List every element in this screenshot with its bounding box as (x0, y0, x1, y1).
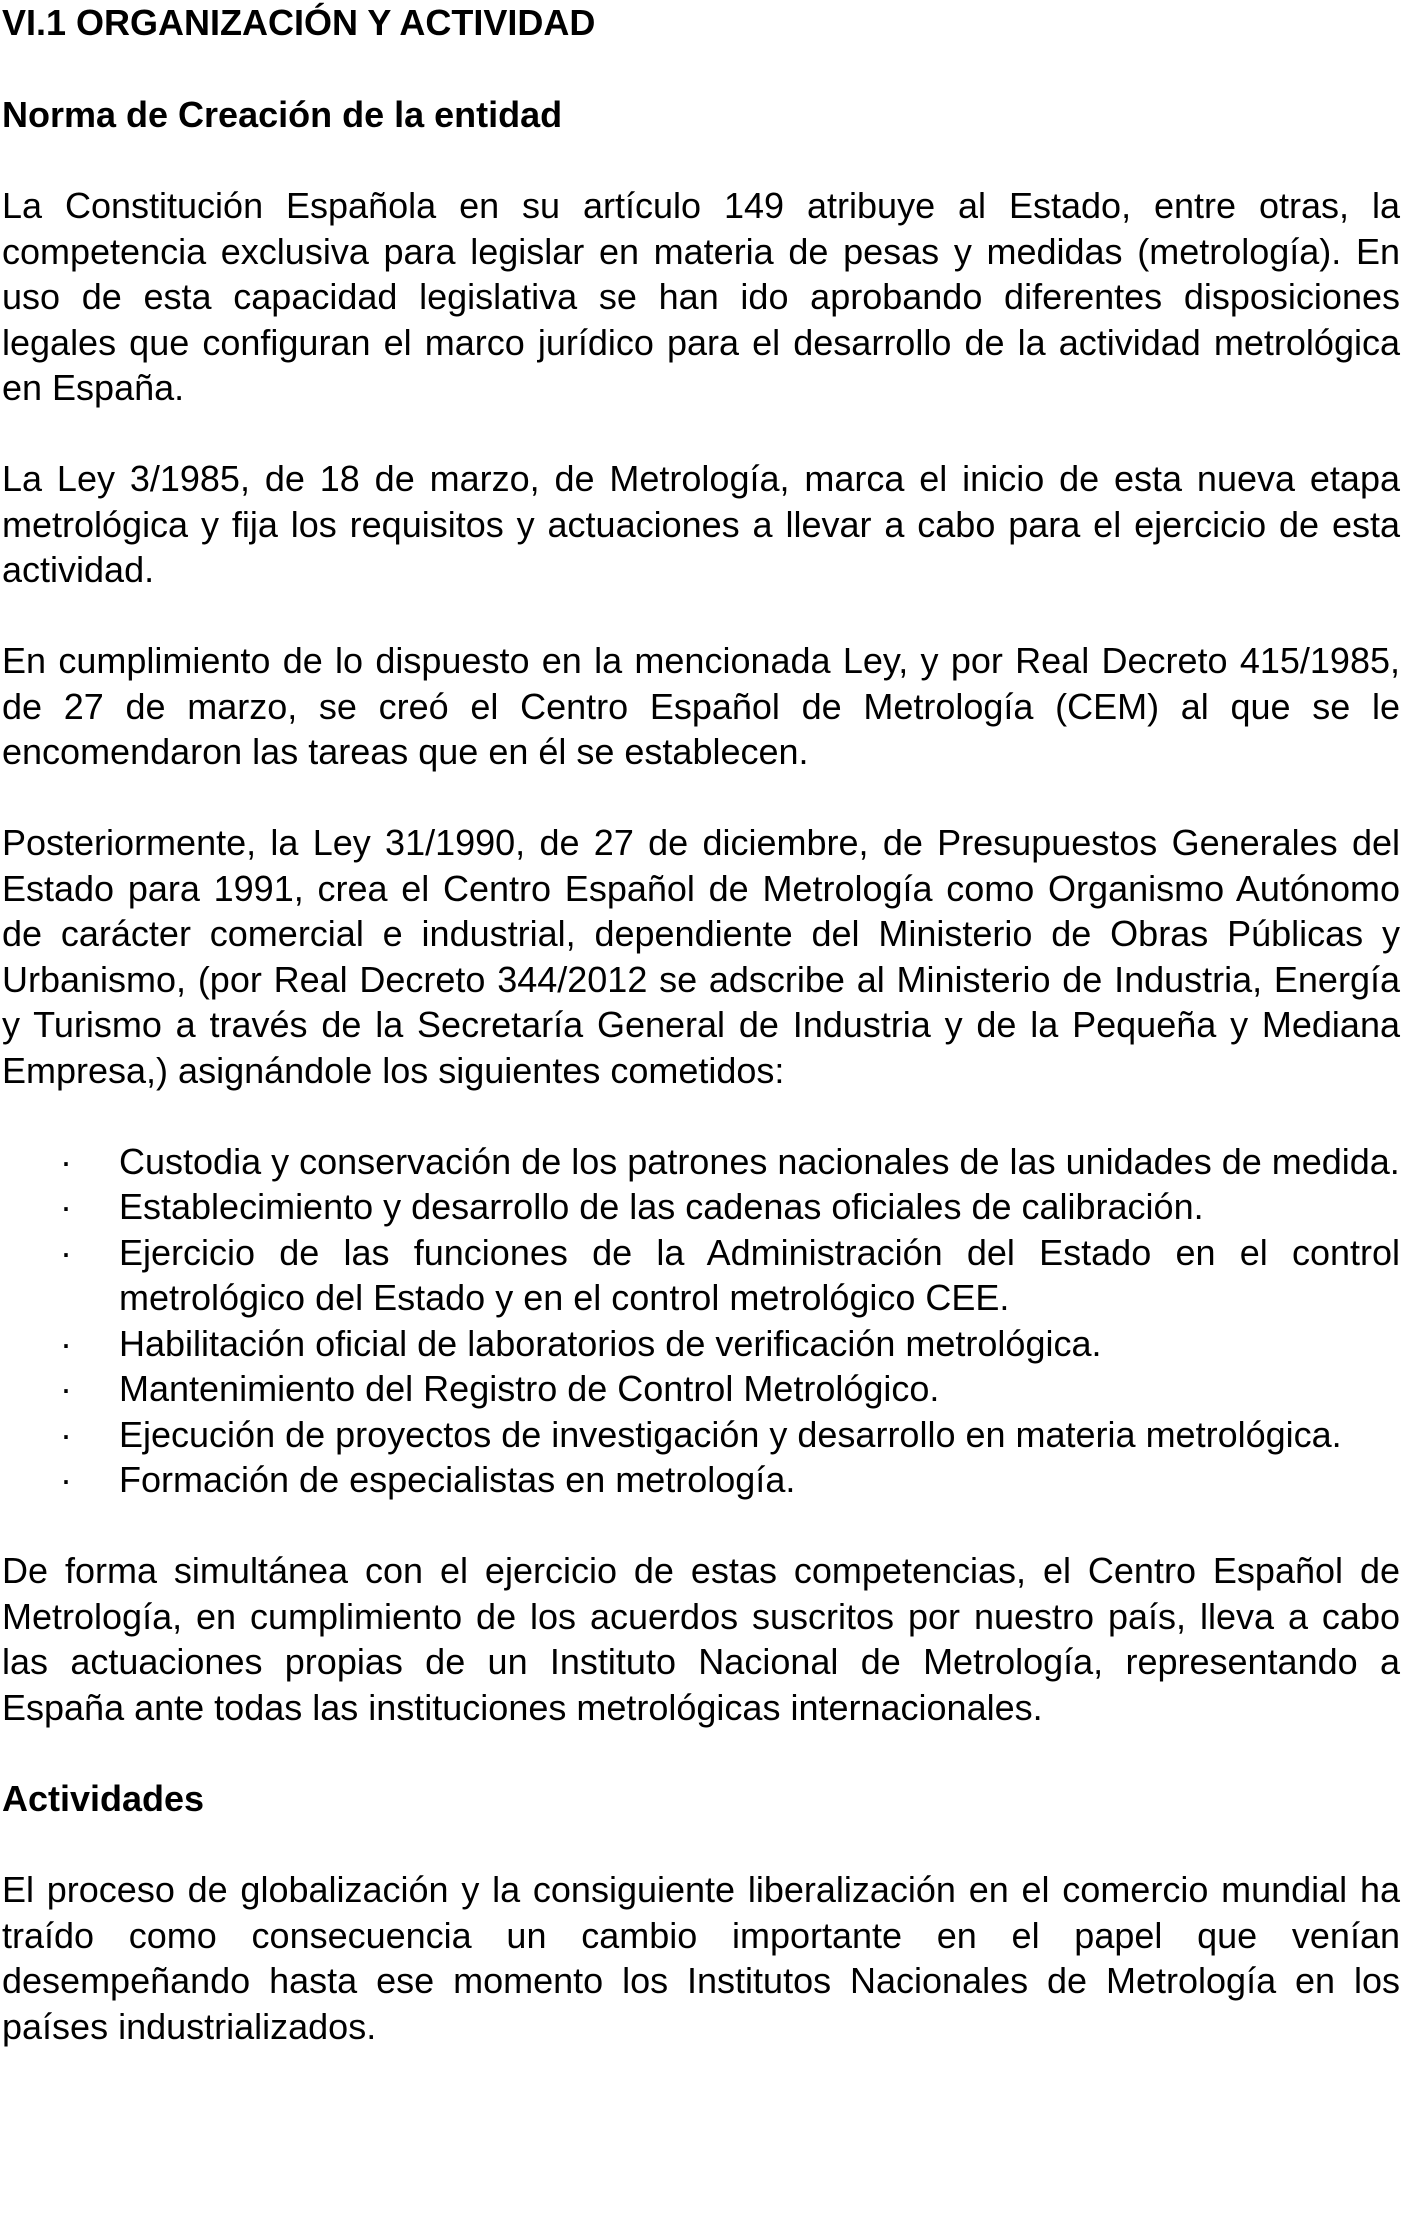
paragraph-constitucion: La Constitución Española en su artículo 149 atribuye al Estado, entre otras, la competencia exclusiva para legislar en materia de pesas y medidas (metrología). En uso de esta capacidad legislativa se han ido aprobando diferentes disposiciones legales que configuran el marco jurídico para el desarrollo de la actividad metrológica en España. (2, 185, 1400, 408)
list-item (2, 1139, 1400, 1185)
section-heading-actividades: Actividades (2, 1777, 205, 1819)
list-item-text: Habilitación oficial de laboratorios de verificación metrológica. (119, 1322, 1102, 1364)
document-title: VI.1 ORGANIZACIÓN Y ACTIVIDAD (2, 2, 596, 43)
bullet-mark: · (60, 1459, 72, 1500)
cometidos-list (2, 1139, 1400, 1503)
list-item-text: Formación de especialistas en metrología. (119, 1459, 796, 1500)
list-item (2, 1184, 1400, 1230)
spacer (2, 1822, 1400, 1868)
list-item-text: Mantenimiento del Registro de Control Metrológico. (119, 1368, 940, 1409)
list-item (2, 1321, 1400, 1367)
list-item (2, 1412, 1400, 1458)
paragraph-globalizacion: El proceso de globalización y la consiguiente liberalización en el comercio mundial ha traído como consecuencia un cambio importante en el papel que venían desempeñando hasta ese momento los Institutos Nacionales de Metrología en los países industrializados. (2, 1869, 1400, 2047)
bullet-mark: · (60, 1368, 72, 1409)
list-item-text: Establecimiento y desarrollo de las cadenas oficiales de calibración. (119, 1186, 1204, 1227)
paragraph-real-decreto: En cumplimiento de lo dispuesto en la mencionada Ley, y por Real Decreto 415/1985, de 27 de marzo, se creó el Centro Español de Metrología (CEM) al que se le encomendaron las tareas que en él se establecen. (2, 640, 1400, 772)
paragraph-ley-metrologia: La Ley 3/1985, de 18 de marzo, de Metrología, marca el inicio de esta nueva etapa metrológica y fija los requisitos y actuaciones a llevar a cabo para el ejercicio de esta actividad. (2, 458, 1400, 590)
bullet-mark: · (60, 1231, 72, 1273)
document-content (2, 0, 1400, 2049)
spacer (2, 411, 1400, 457)
list-item-text: Ejecución de proyectos de investigación y desarrollo en materia metrológica. (119, 1413, 1342, 1455)
list-item (2, 1457, 1400, 1503)
bullet-mark: · (60, 1140, 72, 1182)
spacer (2, 593, 1400, 639)
list-item-text: Custodia y conservación de los patrones nacionales de las unidades de medida. (119, 1140, 1400, 1182)
spacer (2, 46, 1400, 92)
section-heading-norma-creacion: Norma de Creación de la entidad (2, 93, 563, 135)
spacer (2, 775, 1400, 821)
bullet-mark: · (60, 1413, 72, 1455)
list-item-text: Ejercicio de las funciones de la Administración del Estado en el control metrológico del Estado y en el control metrológico CEE. (119, 1231, 1400, 1318)
spacer (2, 138, 1400, 184)
spacer (2, 1730, 1400, 1776)
spacer (2, 1503, 1400, 1549)
bullet-mark: · (60, 1186, 72, 1227)
paragraph-forma-simultanea: De forma simultánea con el ejercicio de estas competencias, el Centro Español de Metrología, en cumplimiento de los acuerdos suscritos por nuestro país, lleva a cabo las actuaciones propias de un Instituto Nacional de Metrología, representando a España ante todas las instituciones metrológicas internacionales. (2, 1550, 1400, 1728)
bullet-mark: · (60, 1322, 72, 1364)
spacer (2, 1093, 1400, 1139)
list-item (2, 1366, 1400, 1412)
list-item (2, 1230, 1400, 1321)
paragraph-posteriormente: Posteriormente, la Ley 31/1990, de 27 de diciembre, de Presupuestos Generales del Estado para 1991, crea el Centro Español de Metrología como Organismo Autónomo de carácter comercial e industrial, dependiente del Ministerio de Obras Públicas y Urbanismo, (por Real Decreto 344/2012 se adscribe al Ministerio de Industria, Energía y Turismo a través de la Secretaría General de Industria y de la Pequeña y Mediana Empresa,) asignándole los siguientes cometidos: (2, 822, 1400, 1091)
